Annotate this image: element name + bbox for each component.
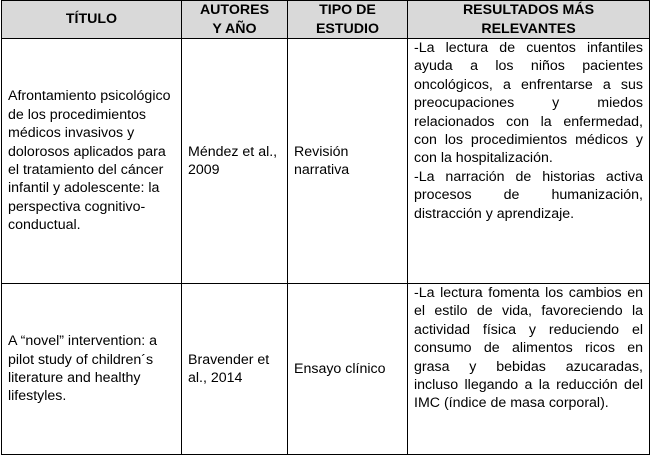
result-item: -La lectura fomenta los cambios en el estilo de vida, favoreciendo la actividad física y reduciendo el consumo de alimentos ricos en grasa y bebidas azucaradas, incluso llegando a la reducción del IMC (índice de masa corporal). [414,285,643,412]
header-autores-line1: AUTORES [199,2,270,19]
header-resultados-line1: RESULTADOS MÁS [462,2,595,19]
cell-study-type [288,39,408,284]
row-study-type: Revisión narrativa [294,143,350,178]
header-tipo-line2: ESTUDIO [315,20,380,37]
header-tipo-line1: TIPO DE [319,2,376,19]
cell-title [2,39,182,284]
header-autores [182,1,288,39]
row-authors: Méndez et al., 2009 [188,143,278,178]
header-autores-line2: Y AÑO [212,20,257,37]
cell-authors [182,39,288,284]
header-titulo-label: TÍTULO [65,11,118,28]
row-title: Afrontamiento psicológico de los procedimientos médicos invasivos y dolorosos aplicados para el tratamiento del cáncer infantil y adolescente: la perspectiva cognitivo-conductual. [8,88,171,234]
cell-authors [182,284,288,455]
row-study-type: Ensayo clínico [294,360,386,377]
row-title: A “novel” intervention: a pilot study of children´s literature and healthy lifestyles. [8,333,158,405]
row-authors: Bravender et al., 2014 [188,351,270,386]
table-row [2,39,650,284]
cell-study-type [288,284,408,455]
result-item: -La narración de historias activa procesos de humanización, distracción y aprendizaje. [414,168,643,222]
result-item: -La lectura de cuentos infantiles ayuda a los niños pacientes oncológicos, a enfrentarse a sus preocupaciones y miedos relacionados con la enfermedad, con los procedimientos médicos y con la hospitalización. [414,40,643,167]
header-titulo [2,1,182,39]
literature-review-table [1,0,650,455]
cell-results [408,39,650,284]
header-row [2,1,650,39]
cell-title [2,284,182,455]
header-resultados-line2: RELEVANTES [481,20,576,37]
cell-results [408,284,650,455]
table-row [2,284,650,455]
header-resultados [408,1,650,39]
header-tipo [288,1,408,39]
